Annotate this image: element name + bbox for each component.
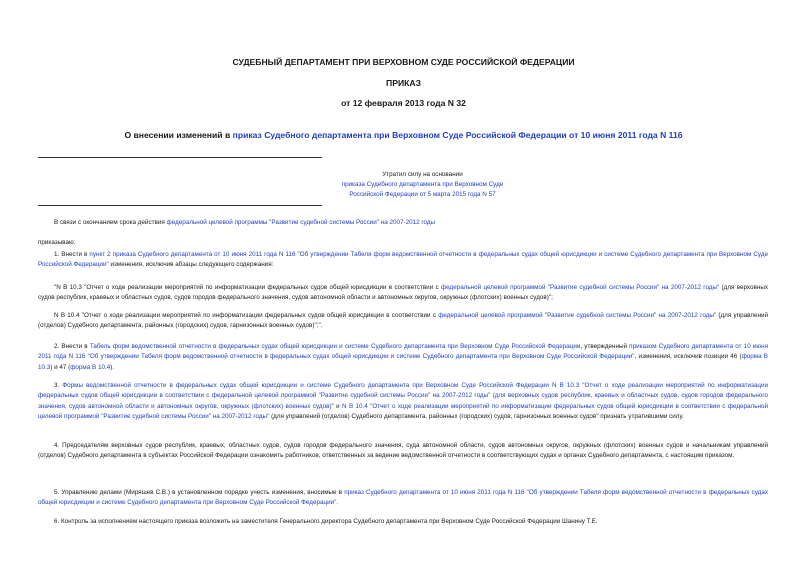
paragraph-3-mid: " и [331,402,343,410]
repeal-notice-text: Утратил силу на основании [382,171,463,178]
paragraph-1-text: 1. Внести в [54,251,90,258]
paragraph-2-mid: , утвержденный [580,343,630,350]
paragraph-3-num: 3. [54,382,63,389]
paragraph-2-mid3: ) и 47 ( [50,363,71,371]
paragraph-2-mid2: , изменения, исключив позиции 46 ( [634,353,742,361]
excluded-clause-2-link[interactable]: федеральной целевой программой "Развитие судебной системы России" на 2007-2012 годы" [438,312,717,319]
program-link[interactable]: федеральной целевой программы "Развитие судебной системы России" на 2007-2012 годы [166,219,436,226]
excluded-clause-1-link[interactable]: федеральной целевой программой "Развитие судебной системы России" на 2007-2012 годы" [440,284,720,291]
paragraph-5 [38,488,768,509]
forms-10-3-link[interactable]: Формы ведомственной отчетности в федеральных судах общей юрисдикции и системе Судебного департамента при Верховном Суде Российской Федерации N В 10.3 "Отчет о ходе реализации мероприятий по информатизации федеральных судов общей юрисдикции в соответствии с федеральной целевой программой "Развитие судебной системы России" на 2007-2012 годы" (для верховных судов республик, краевых и областных судов, судов городов федерального значения, судов автономной области и автономных округов, окружных (флотских) военных судов) [38,382,768,410]
order-116-link[interactable]: приказом Судебного департамента от 10 июня 2011 года N 116 "Об утверждении Табеля форм ведомственной отчетности в федеральных судах общей юрисдикции и системе Судебного департамента при Верховном Суде Российской Федерации" [38,343,768,361]
preamble-text: В связи с окончанием срока действия [54,219,167,226]
excluded-clause-2-text: N В 10.4 "Отчет о ходе реализации мероприятий по информатизации федеральных судов общей юрисдикции в соответствии с [54,312,439,319]
repeal-order-link-line1[interactable]: приказа Судебного департамента при Верховном Суде [341,181,504,188]
form-10-3-link[interactable]: форма В 10.3 [38,353,768,371]
excluded-clause-2-tail: (для управлений (отделов) Судебного департамента, районных (городских) судов, гарнизонных военных судов)";". [38,312,768,330]
excluded-clause-2 [38,311,768,332]
order-word: приказываю: [38,239,76,246]
paragraph-6: 6. Контроль за исполнением настоящего приказа возложить на заместителя Генерального директора Судебного департамента при Верховном Суде Российской Федерации Шанину Т.Е. [54,518,598,525]
paragraph-1-link[interactable]: пункт 2 приказа Судебного департамента от 10 июня 2011 года N 116 "Об утверждении Табеля форм ведомственной отчетности в федеральных судах общей юрисдикции и системе Судебного департамента при Верховном Суде Российской Федерации" [38,251,768,269]
paragraph-1-tail: изменения, исключив абзацы следующего содержания: [108,261,274,269]
paragraph-2-text: 2. Внести в [54,343,90,350]
divider-bottom [38,205,322,206]
paragraph-5-text: 5. Управлению делами (Миряшев С.В.) в установленном порядке учесть изменения, вносимые в [54,489,345,496]
repeal-notice [300,170,545,200]
preamble-paragraph [38,218,768,228]
form-10-4-link[interactable]: форма В 10.4 [70,363,111,371]
excluded-clause-1-text: "N В 10.3 "Отчет о ходе реализации мероприятий по информатизации федеральных судов общей юрисдикции в соответствии с [54,284,441,291]
repeal-order-link-line2[interactable]: Российской Федерации от 5 марта 2015 года N 57 [349,191,496,198]
paragraph-2 [38,342,768,373]
paragraph-3 [38,381,768,423]
doc-type-heading: ПРИКАЗ [386,78,421,88]
subject-prefix: О внесении изменений в [124,130,233,140]
paragraph-3-tail: (для управлений (отделов) Судебного департамента, районных (городских) судов, гарнизонных военных судов" признать утратившими силу. [269,413,684,421]
doc-subject [0,130,807,140]
paragraph-5-tail: . [336,499,339,507]
org-heading: СУДЕБНЫЙ ДЕПАРТАМЕНТ ПРИ ВЕРХОВНОМ СУДЕ РОССИЙСКОЙ ФЕДЕРАЦИИ [232,57,575,67]
tabel-link[interactable]: Табель форм ведомственной отчетности в федеральных судах общей юрисдикции и системе Судебного департамента при Верховном Суде Российской Федерации [89,343,581,350]
paragraph-5-link[interactable]: приказ Судебного департамента от 10 июня 2011 года N 116 "Об утверждении Табеля форм ведомственной отчетности в федеральных судах общей юрисдикции и системе Судебного департамента при Верховном Суде Российской Федерации" [38,489,768,507]
paragraph-4: 4. Председателям верховных судов республик, краевых, областных судов, судов городов федерального значения, суда автономной области, судов автономных округов, окружных (флотских) военных судов и начальникам управлений (отделов) Судебного департамента в субъектах Российской Федерации ознакомить работников, ответственных за ведение ведомственной отчетности в соответствующих судах и органах Судебного департамента, с настоящим приказом. [38,442,768,460]
paragraph-1 [38,250,768,271]
paragraph-2-tail: ). [110,363,115,371]
excluded-clause-1 [38,283,768,304]
subject-order-link[interactable]: приказ Судебного департамента при Верховном Суде Российской Федерации от 10 июня 2011 года N 116 [232,130,683,140]
divider-top [38,157,322,158]
excluded-clause-1-tail: (для верховных судов республик, краевых и областных судов, судов городов федерального значения, судов автономной области и автономных округов, окружных (флотских) военных судов)"; [38,284,769,302]
doc-date-number: от 12 февраля 2013 года N 32 [341,98,466,108]
forms-10-4-link[interactable]: N В 10.4 "Отчет о ходе реализации мероприятий по информатизации федеральных судов общей юрисдикции в соответствии с федеральной целевой программой "Развитие судебной системы России" на 2007-2012 годы" [38,402,768,421]
